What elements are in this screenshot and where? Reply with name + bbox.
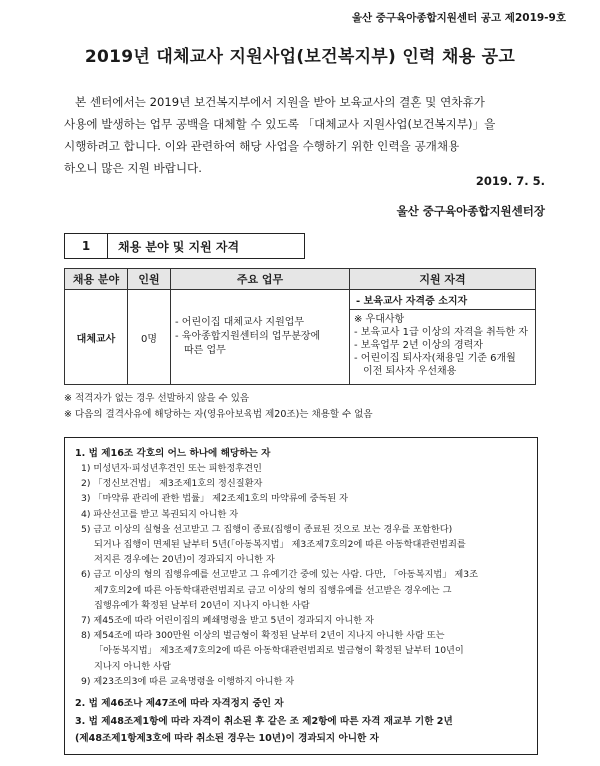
- list-item: 4) 파산선고를 받고 복권되지 아니한 자: [81, 508, 239, 520]
- qual-line: - 보육교사 1급 이상의 자격을 취득한 자: [354, 327, 528, 338]
- list-item: 8) 제54조에 따라 300만원 이상의 벌금형이 확정된 날부터 2년이 지나지 아니한 사람 또는: [81, 630, 445, 642]
- header-qualifications: 지원 자격: [350, 269, 536, 290]
- list-item: 「아동복지법」 제3조제7호의2에 따른 아동학대관련범죄로 벌금형이 확정된 날부터 10년이: [94, 645, 464, 657]
- item1-list: [81, 461, 527, 689]
- organization-signature: 울산 중구육아종합지원센터장: [396, 204, 545, 218]
- header-duties: 주요 업무: [171, 269, 350, 290]
- cell-duties: [171, 290, 350, 385]
- list-item: 2) 「정신보건법」 제3조제1호의 정신질환자: [81, 478, 263, 490]
- note-line: ※ 적격자가 없는 경우 선발하지 않을 수 있음: [64, 393, 250, 404]
- intro-line: 하오니 많은 지원 바랍니다.: [64, 161, 202, 175]
- list-item: 집행유예가 확정된 날부터 20년이 지나지 아니한 사람: [94, 599, 310, 611]
- duty-line: - 어린이집 대체교사 지원업무: [175, 317, 305, 328]
- header-count: 인원: [128, 269, 171, 290]
- cell-qualifications: [350, 290, 536, 385]
- item3: [75, 713, 453, 747]
- qual-line: ※ 우대사항: [354, 314, 405, 325]
- qual-line: 이전 퇴사자 우선채용: [363, 366, 457, 377]
- item3-line: 3. 법 제48조제1항에 따라 자격이 취소된 후 같은 조 제2항에 따른 자격 재교부 기한 2년: [75, 716, 453, 727]
- notice-date: 2019. 7. 5.: [475, 174, 545, 188]
- header-field: 채용 분야: [65, 269, 128, 290]
- section-header: [64, 233, 305, 259]
- section-number: 1: [64, 233, 108, 259]
- duty-line: - 육아종합지원센터의 업무분장에: [175, 331, 321, 342]
- intro-line: 사용에 발생하는 업무 공백을 대체할 수 있도록 「대체교사 지원사업(보건복지부)」을: [64, 117, 496, 131]
- list-item: 7) 제45조에 따라 어린이집의 폐쇄명령을 받고 5년이 경과되지 아니한 자: [81, 615, 374, 627]
- list-item: 3) 「마약류 관리에 관한 법률」 제2조제1호의 마약류에 중독된 자: [81, 493, 348, 505]
- cell-count: 0명: [128, 290, 171, 385]
- qual-line: - 어린이집 퇴사자(채용일 기준 6개월: [354, 353, 516, 364]
- list-item: 6) 금고 이상의 형의 집행유예를 선고받고 그 유예기간 중에 있는 사람. 다만, 「아동복지법」 제3조: [81, 569, 478, 581]
- item3-line: (제48조제1항제3호에 따라 취소된 경우는 10년)이 경과되지 아니한 자: [75, 733, 379, 744]
- qual-line: - 보육업무 2년 이상의 경력자: [354, 340, 483, 351]
- list-item: 5) 금고 이상의 실형을 선고받고 그 집행이 종료(집행이 종료된 것으로 보는 경우를 포함한다): [81, 523, 453, 535]
- item1-title: 1. 법 제16조 각호의 어느 하나에 해당하는 자: [75, 448, 271, 459]
- notice-number: 울산 중구육아종합지원센터 공고 제2019-9호: [351, 12, 566, 24]
- section-title: 채용 분야 및 지원 자격: [108, 233, 305, 259]
- intro-line: 본 센터에서는 2019년 보건복지부에서 지원을 받아 보육교사의 결혼 및 연차휴가: [75, 95, 485, 109]
- note-line: ※ 다음의 결격사유에 해당하는 자(영유아보육법 제20조)는 채용할 수 없음: [64, 409, 373, 420]
- intro-line: 시행하려고 합니다. 이와 관련하여 해당 사업을 수행하기 위한 인력을 공개채용: [64, 139, 460, 153]
- list-item: 지나지 아니한 사람: [94, 660, 171, 672]
- recruitment-table: [64, 268, 536, 385]
- required-qualification: - 보육교사 자격증 소지자: [350, 290, 535, 310]
- duty-line: 따른 업무: [184, 345, 226, 356]
- cell-field: 대체교사: [65, 290, 128, 385]
- notes: [64, 391, 373, 423]
- item2: 2. 법 제46조나 제47조에 따라 자격정지 중인 자: [75, 698, 284, 709]
- table-row: [65, 290, 536, 385]
- disqualification-box: [64, 437, 538, 755]
- preferred-qualifications: [350, 310, 535, 381]
- page-title: 2019년 대체교사 지원사업(보건복지부) 인력 채용 공고: [84, 47, 516, 67]
- list-item: 1) 미성년자·피성년후견인 또는 피한정후견인: [81, 463, 262, 474]
- list-item: 저지른 경우에는 20년)이 경과되지 아니한 자: [94, 554, 275, 566]
- intro-paragraph: [64, 91, 542, 179]
- list-item: 되거나 집행이 면제된 날부터 5년(「아동복지법」 제3조제7호의2에 따른 아동학대관련범죄를: [94, 539, 466, 551]
- table-header-row: [65, 269, 536, 290]
- list-item: 9) 제23조의3에 따른 교육명령을 이행하지 아니한 자: [81, 675, 295, 687]
- list-item: 제7호의2에 따른 아동학대관련범죄로 금고 이상의 형의 집행유예를 선고받은 경우에는 그: [94, 584, 452, 596]
